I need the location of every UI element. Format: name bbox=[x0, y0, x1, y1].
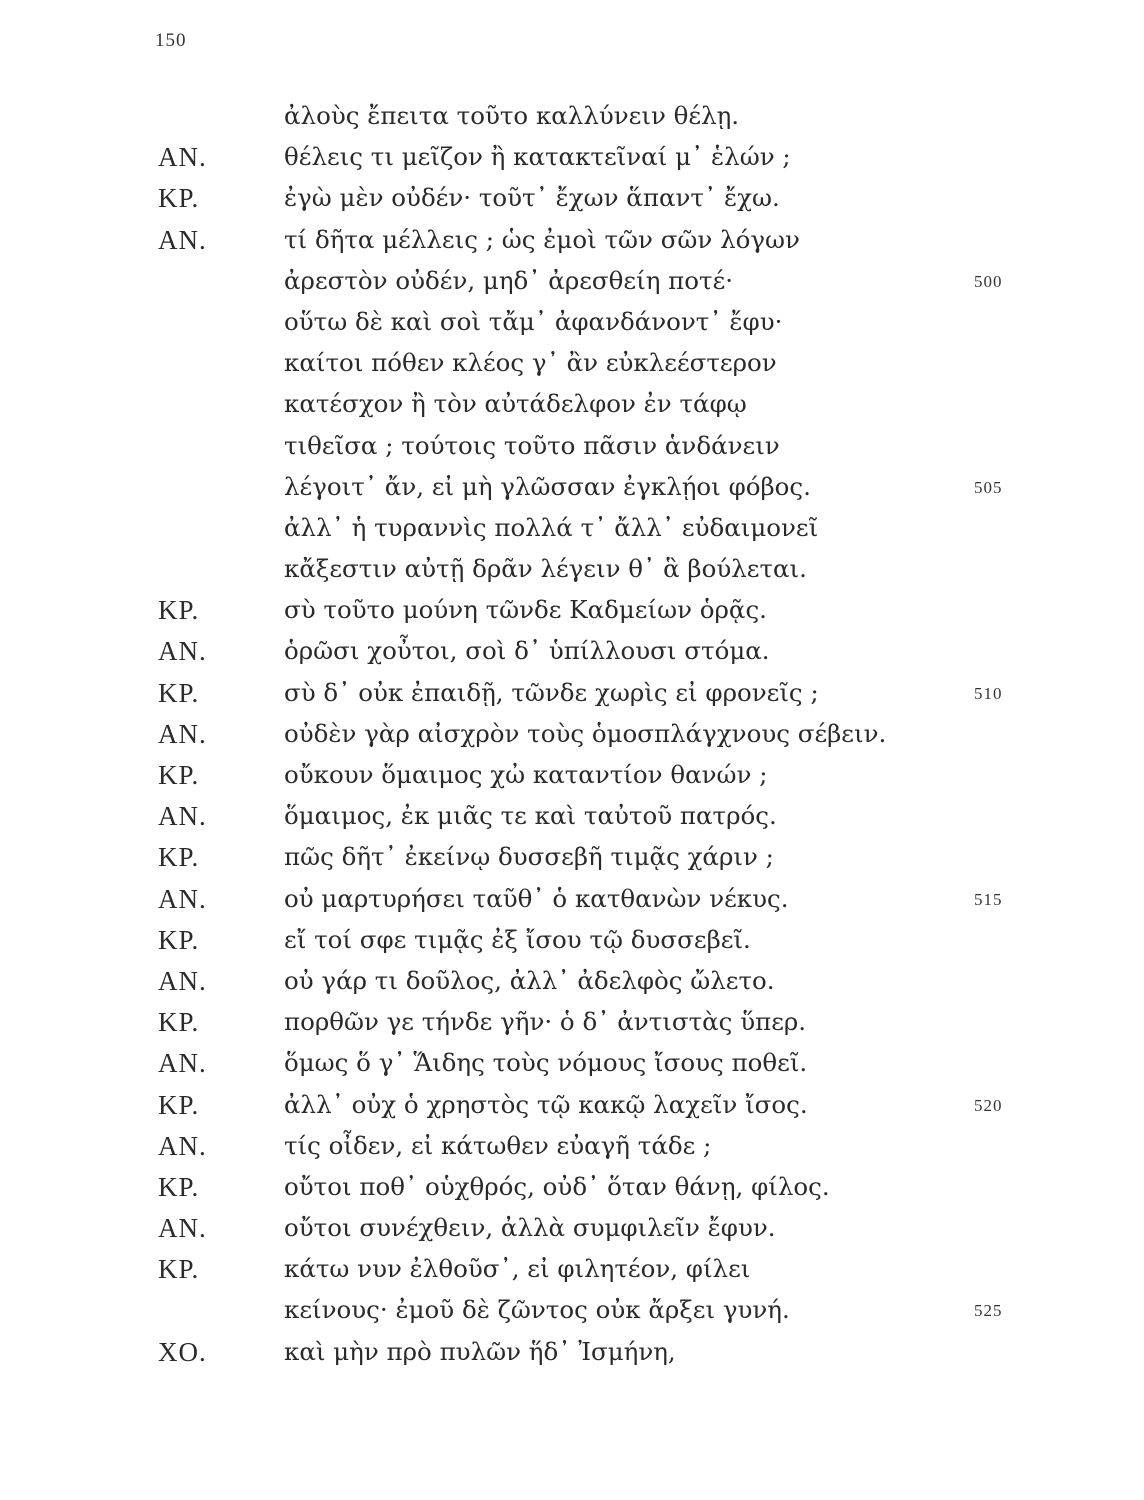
verse-line bbox=[0, 178, 1144, 219]
verse-text: τίς οἶδεν, εἰ κάτωθεν εὐαγῆ τάδε ; bbox=[284, 1130, 712, 1160]
line-number: 505 bbox=[974, 477, 1003, 497]
verse-text: τί δῆτα μέλλεις ; ὡς ἐμοὶ τῶν σῶν λόγων bbox=[284, 224, 800, 254]
speaker-label: KP. bbox=[158, 677, 200, 708]
verse-line bbox=[0, 549, 1144, 590]
verse-text: τιθεῖσα ; τούτοις τοῦτο πᾶσιν ἁνδάνειν bbox=[284, 430, 780, 460]
verse-text: ἀρεστὸν οὐδέν, μηδ᾽ ἀρεσθείη ποτέ· bbox=[284, 265, 734, 295]
speaker-label: AN. bbox=[158, 1213, 207, 1244]
verse-text: οὐδὲν γὰρ αἰσχρὸν τοὺς ὁμοσπλάγχνους σέβειν. bbox=[284, 718, 887, 748]
line-number: 500 bbox=[974, 271, 1003, 291]
speaker-label: AN. bbox=[158, 142, 207, 173]
speaker-label: AN. bbox=[158, 224, 207, 255]
verse-line bbox=[0, 631, 1144, 672]
speaker-label: AN. bbox=[158, 883, 207, 914]
verse-text: κείνους· ἐμοῦ δὲ ζῶντος οὐκ ἄρξει γυνή. bbox=[284, 1295, 790, 1325]
verse-text: κἄξεστιν αὐτῇ δρᾶν λέγειν θ᾽ ἃ βούλεται. bbox=[284, 554, 807, 584]
verse-line bbox=[0, 1167, 1144, 1208]
verse-line bbox=[0, 714, 1144, 755]
verse-text: σὺ δ᾽ οὐκ ἐπαιδῇ, τῶνδε χωρὶς εἰ φρονεῖς ; bbox=[284, 677, 819, 707]
verse-line bbox=[0, 261, 1144, 302]
verse-text: καὶ μὴν πρὸ πυλῶν ἥδ᾽ Ἰσμήνη, bbox=[284, 1336, 676, 1366]
verse-text: ἐγὼ μὲν οὐδέν· τοῦτ᾽ ἔχων ἅπαντ᾽ ἔχω. bbox=[284, 183, 780, 213]
line-number: 520 bbox=[974, 1095, 1003, 1115]
verse-text: ὁρῶσι χοὖτοι, σοὶ δ᾽ ὑπίλλουσι στόμα. bbox=[284, 636, 770, 666]
verse-line bbox=[0, 384, 1144, 425]
line-number: 515 bbox=[974, 889, 1003, 909]
verse-text: οὐ γάρ τι δοῦλος, ἀλλ᾽ ἀδελφὸς ὤλετο. bbox=[284, 965, 775, 995]
speaker-label: AN. bbox=[158, 801, 207, 832]
verse-text: καίτοι πόθεν κλέος γ᾽ ἂν εὐκλεέστερον bbox=[284, 348, 777, 378]
verse-line bbox=[0, 673, 1144, 714]
verse-line bbox=[0, 426, 1144, 467]
line-number: 510 bbox=[974, 683, 1003, 703]
verse-line bbox=[0, 1043, 1144, 1084]
verse-text: οὕτω δὲ καὶ σοὶ τἄμ᾽ ἀφανδάνοντ᾽ ἔφυ· bbox=[284, 306, 783, 336]
line-number: 525 bbox=[974, 1301, 1003, 1321]
verse-line bbox=[0, 343, 1144, 384]
verse-line bbox=[0, 590, 1144, 631]
speaker-label: KP. bbox=[158, 1007, 200, 1038]
speaker-label: KP. bbox=[158, 924, 200, 955]
speaker-label: KP. bbox=[158, 1171, 200, 1202]
speaker-label: AN. bbox=[158, 636, 207, 667]
verse-lines bbox=[0, 96, 1144, 1373]
page-number: 150 bbox=[155, 30, 187, 51]
verse-line bbox=[0, 1249, 1144, 1290]
verse-line bbox=[0, 96, 1144, 137]
verse-line bbox=[0, 961, 1144, 1002]
verse-text: οὔκουν ὅμαιμος χὠ καταντίον θανών ; bbox=[284, 760, 768, 789]
verse-line bbox=[0, 1332, 1144, 1373]
verse-line bbox=[0, 137, 1144, 178]
speaker-label: KP. bbox=[158, 760, 200, 790]
verse-text: εἴ τοί σφε τιμᾷς ἐξ ἴσου τῷ δυσσεβεῖ. bbox=[284, 924, 751, 954]
speaker-label: KP. bbox=[158, 1254, 200, 1285]
verse-text: ὅμαιμος, ἐκ μιᾶς τε καὶ ταὐτοῦ πατρός. bbox=[284, 801, 777, 831]
speaker-label: KP. bbox=[158, 842, 200, 873]
verse-text: ἀλοὺς ἔπειτα τοῦτο καλλύνειν θέλῃ. bbox=[284, 101, 740, 130]
speaker-label: AN. bbox=[158, 718, 207, 749]
verse-line bbox=[0, 879, 1144, 920]
verse-text: οὔτοι ποθ᾽ οὑχθρός, οὐδ᾽ ὅταν θάνῃ, φίλος. bbox=[284, 1171, 830, 1201]
verse-line bbox=[0, 1126, 1144, 1167]
verse-text: κατέσχον ἢ τὸν αὐτάδελφον ἐν τάφῳ bbox=[284, 389, 747, 419]
verse-text: ἀλλ᾽ οὐχ ὁ χρηστὸς τῷ κακῷ λαχεῖν ἴσος. bbox=[284, 1089, 808, 1119]
verse-text: ἀλλ᾽ ἡ τυραννὶς πολλά τ᾽ ἄλλ᾽ εὐδαιμονεῖ bbox=[284, 512, 819, 542]
verse-line bbox=[0, 220, 1144, 261]
verse-line bbox=[0, 1208, 1144, 1249]
verse-line bbox=[0, 1085, 1144, 1126]
verse-line bbox=[0, 1002, 1144, 1043]
verse-line bbox=[0, 1290, 1144, 1331]
speaker-label: AN. bbox=[158, 965, 207, 996]
verse-text: πορθῶν γε τήνδε γῆν· ὁ δ᾽ ἀντιστὰς ὕπερ. bbox=[284, 1007, 807, 1037]
speaker-label: KP. bbox=[158, 1089, 200, 1120]
verse-text: κάτω νυν ἐλθοῦσ᾽, εἰ φιλητέον, φίλει bbox=[284, 1254, 751, 1284]
verse-line bbox=[0, 755, 1144, 796]
speaker-label: KP. bbox=[158, 183, 200, 214]
verse-text: σὺ τοῦτο μούνη τῶνδε Καδμείων ὁρᾷς. bbox=[284, 595, 767, 625]
verse-text: θέλεις τι μεῖζον ἢ κατακτεῖναί μ᾽ ἑλών ; bbox=[284, 142, 791, 172]
verse-text: πῶς δῆτ᾽ ἐκείνῳ δυσσεβῆ τιμᾷς χάριν ; bbox=[284, 842, 774, 872]
speaker-label: XO. bbox=[158, 1336, 207, 1367]
verse-text: ὅμως ὅ γ᾽ Ἅιδης τοὺς νόμους ἴσους ποθεῖ. bbox=[284, 1048, 808, 1078]
verse-line bbox=[0, 467, 1144, 508]
speaker-label: AN. bbox=[158, 1048, 207, 1079]
speaker-label: KP. bbox=[158, 595, 200, 626]
verse-line bbox=[0, 796, 1144, 837]
verse-text: οὔτοι συνέχθειν, ἀλλὰ συμφιλεῖν ἔφυν. bbox=[284, 1213, 776, 1243]
verse-line bbox=[0, 508, 1144, 549]
verse-line bbox=[0, 302, 1144, 343]
speaker-label: AN. bbox=[158, 1130, 207, 1161]
verse-text: οὐ μαρτυρήσει ταῦθ᾽ ὁ κατθανὼν νέκυς. bbox=[284, 883, 789, 913]
verse-line bbox=[0, 837, 1144, 878]
verse-text: λέγοιτ᾽ ἄν, εἰ μὴ γλῶσσαν ἐγκλῄοι φόβος. bbox=[284, 471, 811, 501]
verse-line bbox=[0, 920, 1144, 961]
